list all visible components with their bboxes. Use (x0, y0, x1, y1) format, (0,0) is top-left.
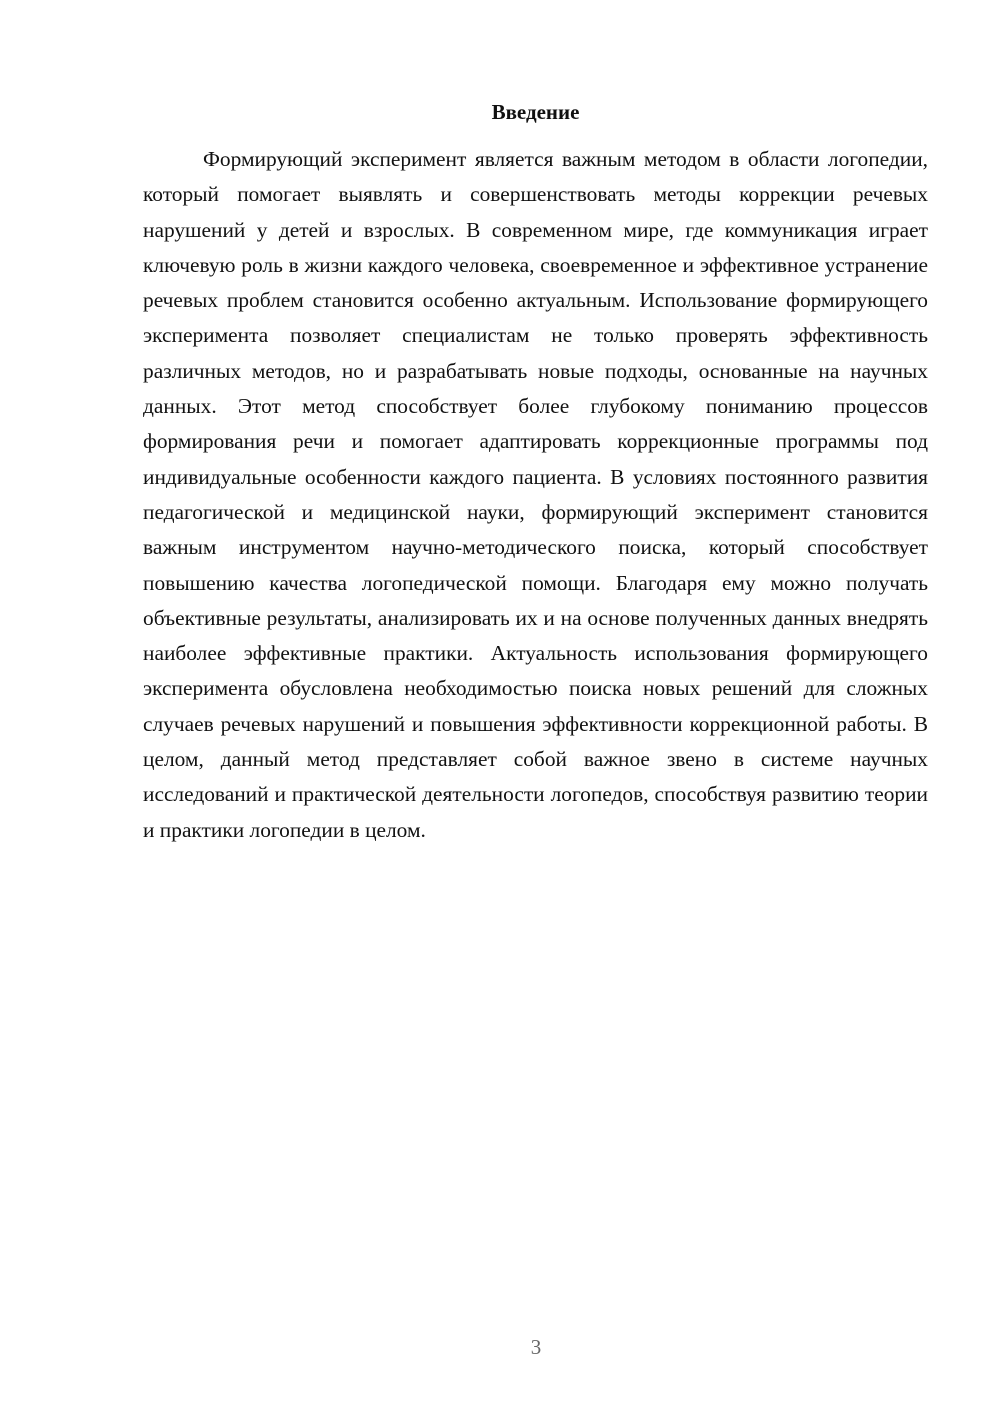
page-number: 3 (530, 1335, 542, 1359)
section-heading: Введение (491, 100, 580, 124)
body-paragraph: Формирующий эксперимент является важным методом в области логопедии, который помогает выявлять и совершенствовать методы коррекции речевых нарушений у детей и взрослых. В современном мире, где коммуникация играет ключевую роль в жизни каждого человека, своевременное и эффективное устранение речевых проблем становится особенно актуальным. Использование формирующего эксперимента позволяет специалистам не только проверять эффективность различных методов, но и разрабатывать новые подходы, основанные на научных данных. Этот метод способствует более глубокому пониманию процессов формирования речи и помогает адаптировать коррекционные программы под индивидуальные особенности каждого пациента. В условиях постоянного развития педагогической и медицинской науки, формирующий эксперимент становится важным инструментом научно-методического поиска, который способствует повышению качества логопедической помощи. Благодаря ему можно получать объективные результаты, анализировать их и на основе полученных данных внедрять наиболее эффективные практики. Актуальность использования формирующего эксперимента обусловлена необходимостью поиска новых решений для сложных случаев речевых нарушений и повышения эффективности коррекционной работы. В целом, данный метод представляет собой важное звено в системе научных исследований и практической деятельности логопедов, способствуя развитию теории и практики логопедии в целом. (143, 147, 928, 842)
